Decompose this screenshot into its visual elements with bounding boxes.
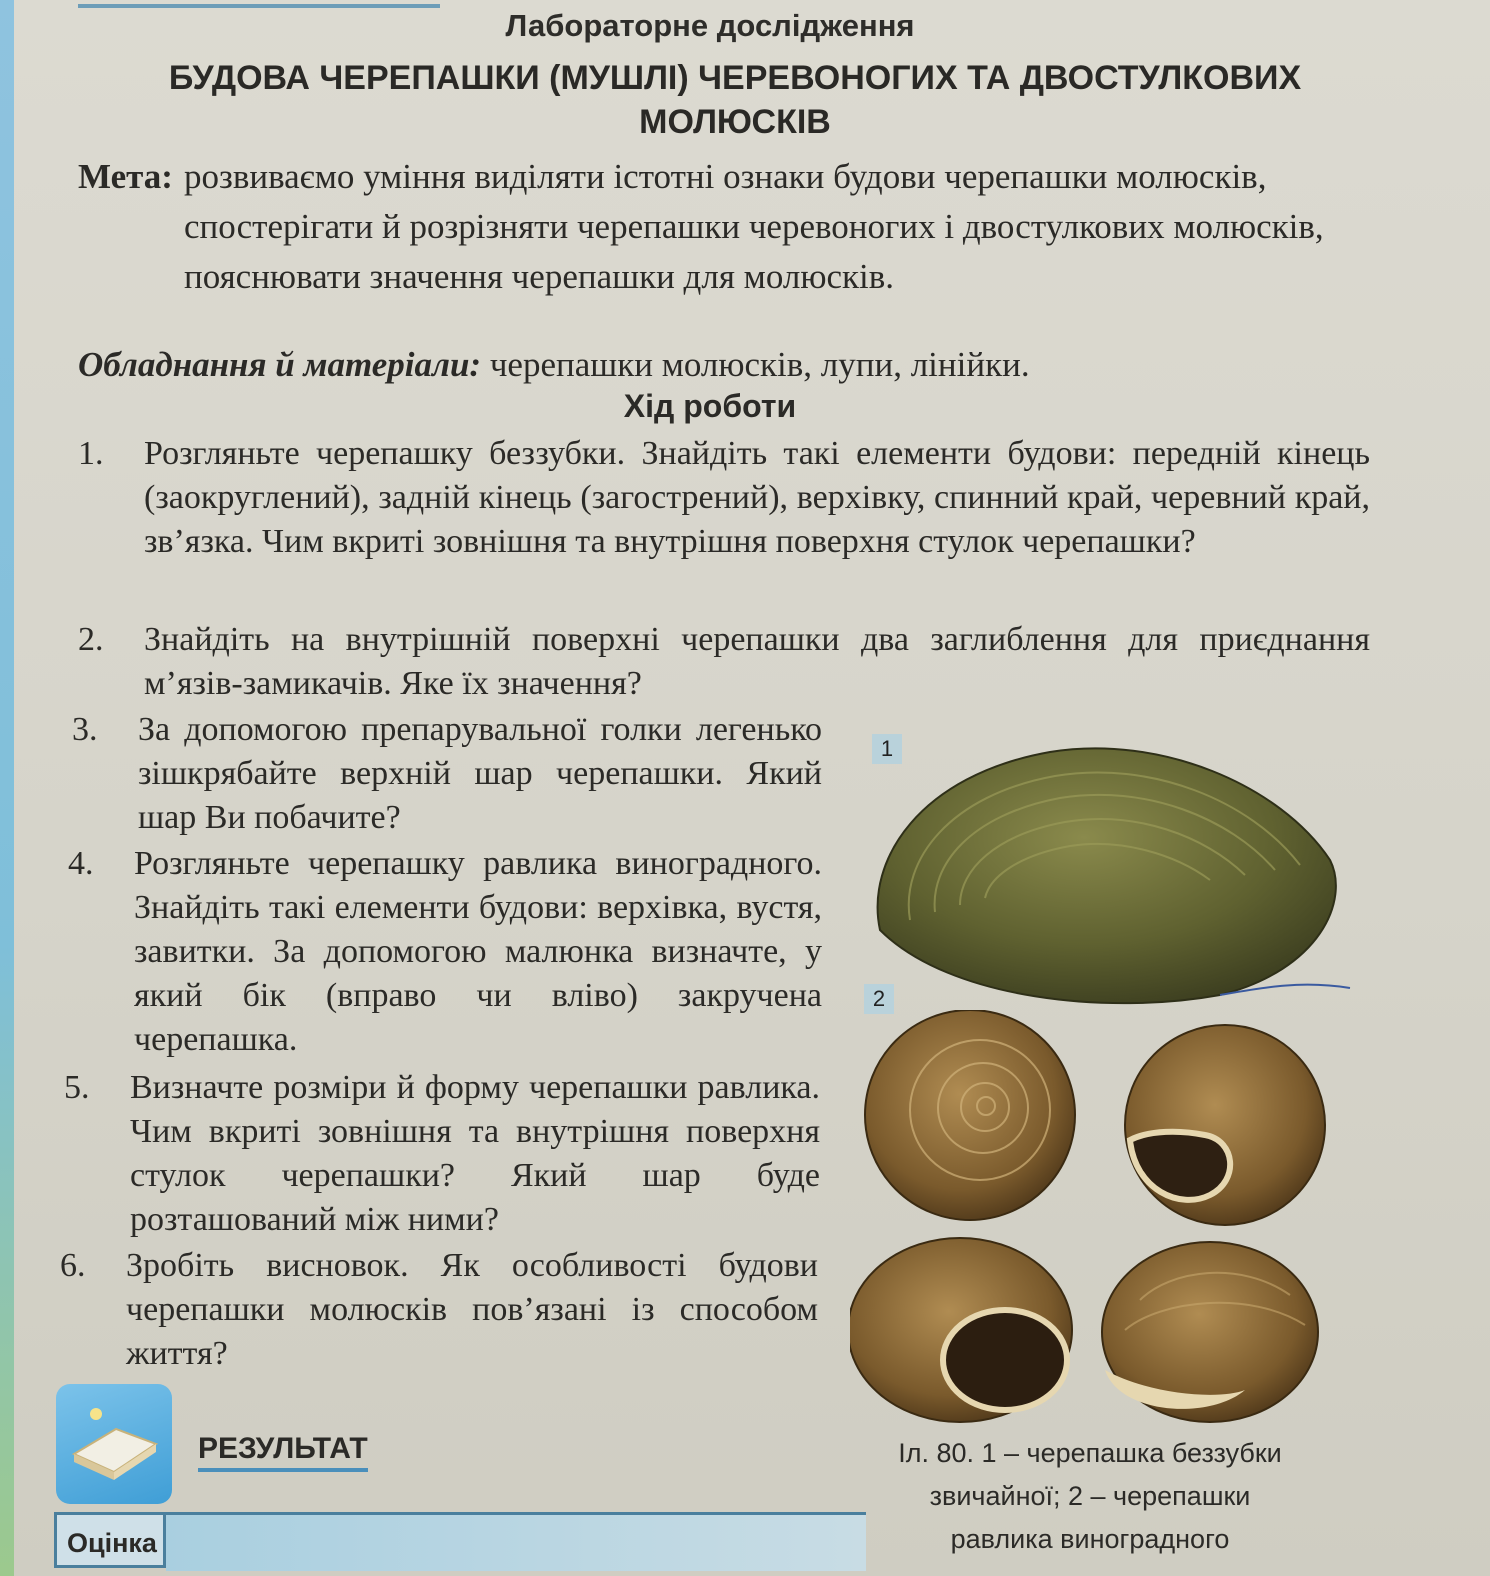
step-text: За допомогою препарувальної голки легенько зішкрябайте верхній шар черепашки. Який шар Ви побачите? (138, 711, 822, 836)
result-book-icon (56, 1384, 172, 1504)
step-text: Визначте розміри й форму черепашки равлика. Чим вкриті зовнішня та внутрішня поверхня стулок черепашки? Який шар буде розташований між ними? (130, 1069, 820, 1238)
mussel-shell-illustration (860, 740, 1360, 1010)
step-6 (60, 1244, 818, 1376)
equipment-paragraph (78, 340, 1398, 390)
figure-label-1: 1 (872, 734, 902, 764)
caption-line-1: Іл. 80. 1 – черепашка беззубки (898, 1438, 1282, 1468)
step-number: 2. (78, 621, 104, 658)
step-text: Знайдіть на внутрішній поверхні черепашки два заглиблення для приєднання м’язів-замикачів. Яке їх значення? (144, 621, 1370, 702)
grade-band (166, 1512, 866, 1571)
step-number: 3. (72, 711, 98, 748)
step-number: 1. (78, 435, 104, 472)
step-text: Розгляньте черепашку беззубки. Знайдіть такі елементи будови: передній кінець (заокруглений), задній кінець (загострений), верхівку, спинний край, черевний край, зв’язка. Чим вкриті зовнішня та внутрішня поверхня стулок черепашки? (144, 435, 1370, 560)
title-line-1: БУДОВА ЧЕРЕПАШКИ (МУШЛІ) ЧЕРЕВОНОГИХ ТА ДВОСТУЛКОВИХ (168, 59, 1302, 97)
step-text: Розгляньте черепашку равлика виноградного. Знайдіть такі елементи будови: верхівка, вустя, завитки. За допомогою малюнка визначте, у який бік (вправо чи вліво) закручена черепашка. (134, 845, 822, 1058)
goal-label: Мета: (78, 157, 173, 196)
step-4 (68, 842, 822, 1062)
goal-text: розвиваємо уміння виділяти істотні ознаки будови черепашки молюсків, спостерігати й розрізняти черепашки черевоногих і двостулкових молюсків, пояснювати значення черепашки для молюсків. (184, 157, 1324, 296)
snail-shells-illustration (850, 1010, 1350, 1430)
figure-caption (850, 1432, 1330, 1561)
grade-label: Оцінка (54, 1512, 166, 1568)
step-1 (78, 432, 1370, 564)
step-text: Зробіть висновок. Як особливості будови черепашки молюсків пов’язані із способом життя? (126, 1247, 818, 1372)
step-5 (64, 1066, 820, 1242)
step-3 (72, 708, 822, 840)
step-number: 6. (60, 1247, 86, 1284)
goal-paragraph (78, 152, 1398, 302)
title-line-2: МОЛЮСКІВ (639, 103, 831, 141)
procedure-title: Хід роботи (623, 388, 797, 424)
page-title (120, 56, 1350, 144)
equipment-label: Обладнання й матеріали: (78, 345, 482, 384)
result-label: РЕЗУЛЬТАТ (198, 1432, 368, 1472)
step-number: 5. (64, 1069, 90, 1106)
snail-side-view-left (850, 1238, 1072, 1422)
caption-line-2: звичайної; 2 – черепашки (929, 1481, 1251, 1511)
figure-label-2: 2 (864, 984, 894, 1014)
step-2 (78, 618, 1370, 706)
page-edge-strip (0, 0, 14, 1576)
step-number: 4. (68, 845, 94, 882)
equipment-text: черепашки молюсків, лупи, лінійки. (481, 345, 1030, 384)
lab-label: Лабораторне дослідження (505, 8, 915, 43)
snail-side-view-right (1102, 1242, 1318, 1422)
snail-top-view (865, 1010, 1075, 1220)
caption-line-3: равлика виноградного (950, 1524, 1230, 1554)
snail-aperture-view (1125, 1025, 1325, 1225)
